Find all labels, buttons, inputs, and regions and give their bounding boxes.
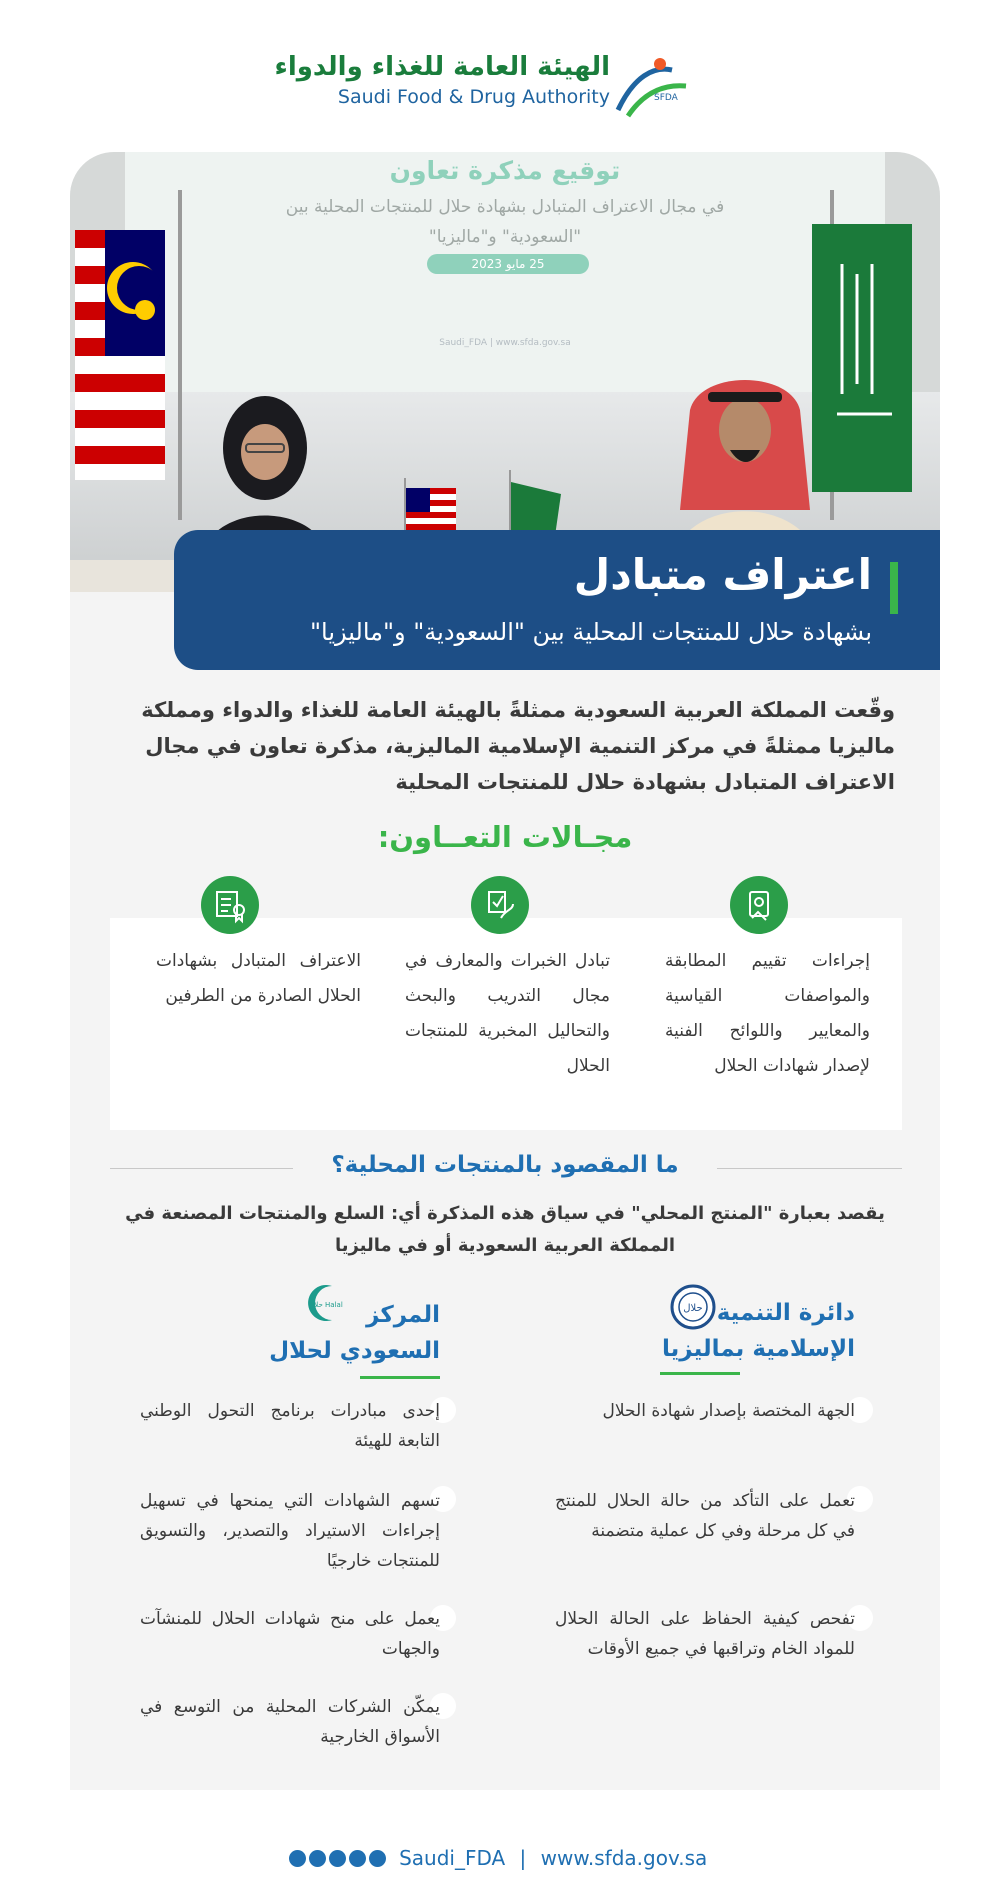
cooperation-item: تبادل الخبرات والمعارف في مجال التدريب والبحث والتحاليل المخبرية للمنتجات الحلال (405, 951, 610, 1076)
screen-subtitle: في مجال الاعتراف المتبادل بشهادة حلال للمنتجات المحلية بين "السعودية" و"ماليزيا" (285, 197, 725, 247)
banner-subtitle: بشهادة حلال للمنتجات المحلية بين "السعودية" و"ماليزيا" (309, 618, 872, 646)
malaysia-item: تفحص كيفية الحفاظ على الحالة الحلال للمواد الخام وتراقبها في جميع الأوقات (555, 1609, 855, 1659)
malaysia-item: الجهة المختصة بإصدار شهادة الحلال (602, 1401, 855, 1421)
facebook-icon[interactable] (369, 1850, 386, 1867)
screen-date: 25 مايو 2023 (427, 254, 589, 274)
saudi-center-item: إحدى مبادرات برنامج التحول الوطني التابعة للهيئة (140, 1401, 440, 1451)
footer (0, 1846, 1000, 1870)
twitter-icon[interactable] (289, 1850, 306, 1867)
jakim-halal-logo (670, 1284, 716, 1330)
saudi-center-title-line2: السعودي لحلال (269, 1338, 440, 1364)
main-card (70, 152, 940, 1790)
footer-handle[interactable]: Saudi_FDA (399, 1846, 506, 1870)
malaysia-title-line1: دائرة التنمية (716, 1300, 855, 1326)
saudi-center-title-line1: المركز (366, 1302, 440, 1328)
signing-photo (70, 152, 940, 592)
saudi-center-item: يعمل على منح شهادات الحلال للمنشآت والجهات (140, 1609, 440, 1659)
instagram-icon[interactable] (329, 1850, 346, 1867)
logo-arabic-name: الهيئة العامة للغذاء والدواء (274, 52, 610, 82)
local-products-question: ما المقصود بالمنتجات المحلية؟ (331, 1152, 679, 1178)
screen-title: توقيع مذكرة تعاون (389, 156, 621, 185)
logo-english-name: Saudi Food & Drug Authority (337, 86, 610, 108)
banner-title: اعتراف متبادل (573, 550, 872, 599)
malaysia-title-line2: الإسلامية بماليزيا (662, 1336, 855, 1362)
footer-separator: | (519, 1846, 527, 1870)
saudi-halal-center-logo (302, 1280, 344, 1326)
banner-accent-line (890, 562, 898, 614)
intro-paragraph: وقّعت المملكة العربية السعودية ممثلةً بالهيئة العامة للغذاء والدواء ومملكة ماليزيا ممثلةً في مركز التنمية الإسلامية الماليزية، مذكرة تعاون في مجال الاعتراف المتبادل بشهادة حلال للمنتجات المحلية (141, 698, 895, 794)
halal-center-logo-text: حلال Halal (309, 1301, 343, 1309)
screen-footer: Saudi_FDA | www.sfda.gov.sa (439, 338, 571, 348)
certificate-check-icon (730, 876, 788, 934)
malaysia-item: تعمل على التأكد من حالة الحلال للمنتج في كل مرحلة وفي كل عملية متضمنة (555, 1491, 855, 1541)
cooperation-item: إجراءات تقييم المطابقة والمواصفات القياسية والمعايير واللوائح الفنية لإصدار شهادات الحلال (665, 951, 870, 1076)
youtube-icon[interactable] (349, 1850, 366, 1867)
cooperation-item: الاعتراف المتبادل بشهادات الحلال الصادرة من الطرفين (156, 951, 361, 1006)
saudi-center-item: يمكّن الشركات المحلية من التوسع في الأسواق الخارجية (140, 1697, 440, 1747)
certificate-award-icon (201, 876, 259, 934)
presentation-screen (125, 152, 885, 392)
malaysia-title-underline (660, 1372, 740, 1375)
malaysia-flag-icon (75, 230, 165, 480)
knowledge-exchange-icon (471, 876, 529, 934)
cooperation-title: مجـالات التعــاون: (377, 820, 633, 854)
logo-mark-text: SFDA (654, 93, 678, 103)
saudi-center-title-underline (360, 1376, 440, 1379)
title-banner (174, 530, 940, 670)
sfda-emblem-icon (614, 56, 690, 120)
saudi-center-item: تسهم الشهادات التي يمنحها في تسهيل إجراءات الاستيراد والتصدير، والتسويق للمنتجات خارجيًا (140, 1491, 440, 1571)
snapchat-icon[interactable] (309, 1850, 326, 1867)
footer-url[interactable]: www.sfda.gov.sa (540, 1846, 708, 1870)
sfda-logo (274, 52, 690, 122)
local-products-answer: يقصد بعبارة "المنتج المحلي" في سياق هذه المذكرة أي: السلع والمنتجات المصنعة في المملكة العربية السعودية أو في ماليزيا (125, 1203, 885, 1256)
jakim-logo-text: حلال (683, 1303, 703, 1314)
